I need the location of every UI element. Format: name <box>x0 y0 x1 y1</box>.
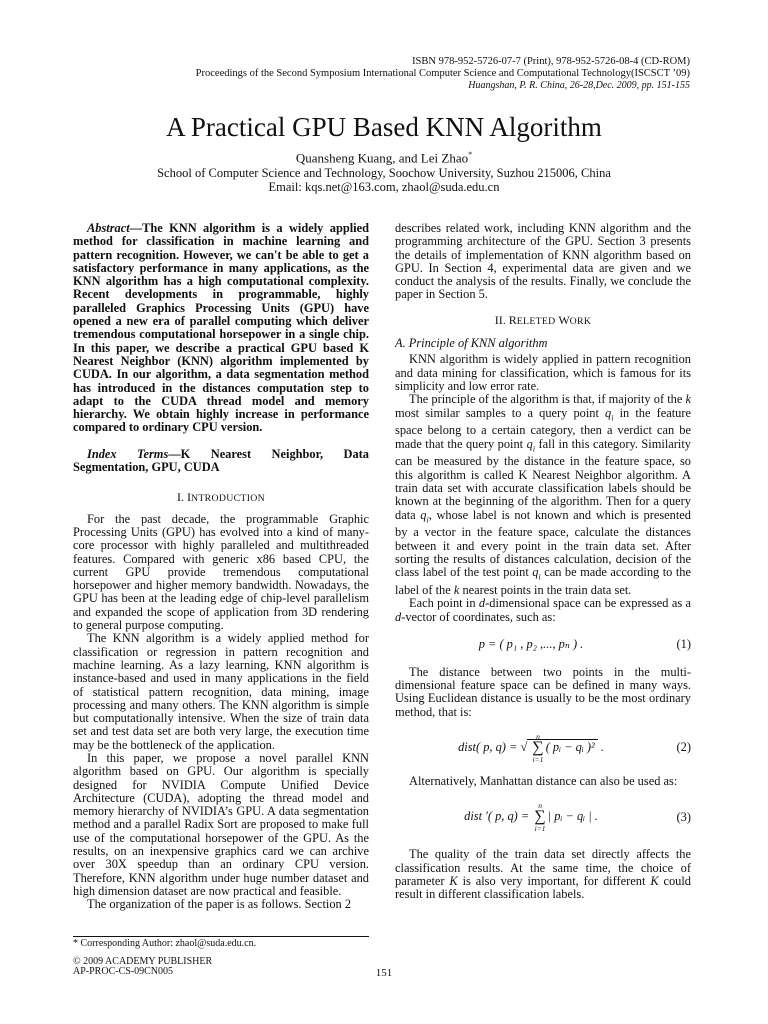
index-terms-dash: — <box>168 446 181 461</box>
equation-1 <box>395 630 691 660</box>
intro-paragraph-2: The KNN algorithm is a widely applied method for classification or regression in pattern recognition and machine learning. As a lazy learning, KNN algorithm is instance-based and used in many applications in the field of statistical pattern recognition, data mining, image processing and many others. The KNN algorithm is simple but computationally intensive. When the size of train data set and test data set are both very large, the execution time may be the bottleneck of the application. <box>73 631 369 752</box>
proceedings-code: AP-PROC-CS-09CN005 <box>73 966 174 977</box>
abstract-label: Abstract <box>87 221 130 235</box>
author-names: Quansheng Kuang, and Lei Zhao <box>295 150 469 166</box>
equation-3-number: (3) <box>676 809 691 824</box>
footnote: * Corresponding Author: zhaol@suda.edu.cn. <box>73 938 257 949</box>
subsection-a-heading: A. Principle of KNN algorithm <box>395 336 548 351</box>
section-2-num: II. <box>494 312 509 327</box>
section-1-num: I. <box>176 490 187 505</box>
knn-paragraph-6: The quality of the train data set directly affects the classification results. At the same time, the choice of parameter K is also very important, for different K could result in different classification labels. <box>395 847 691 902</box>
header-proceedings: Proceedings of the Second Symposium International Computer Science and Computational Technology(ISCSCT ’09) <box>195 68 690 79</box>
index-terms <box>73 448 369 475</box>
intro-paragraph-4: The organization of the paper is as follows. Section 2 <box>87 897 352 912</box>
author-mark: * <box>468 150 473 159</box>
header-location: Huangshan, P. R. China, 26-28,Dec. 2009, pp. 151-155 <box>468 80 690 91</box>
abstract-dash: — <box>129 221 143 235</box>
section-1-heading <box>73 491 369 505</box>
index-terms-label: Index Terms <box>87 446 169 461</box>
section-1-rest: NTRODUCTION <box>190 493 266 505</box>
section-2-cap: R <box>508 312 517 327</box>
abstract <box>73 222 369 435</box>
header-isbn: ISBN 978-952-5726-07-7 (Print), 978-952-5726-08-4 (CD-ROM) <box>412 56 690 67</box>
page-number: 151 <box>375 967 393 979</box>
left-column <box>73 222 369 912</box>
index-terms-text: K Nearest Neighbor, Data Segmentation, GPU, CUDA <box>73 446 369 475</box>
intro-paragraph-4-cont: describes related work, including KNN algorithm and the programming architecture of the GPU. Section 3 presents the details of implementation of KNN algorithm based on GPU. In Section 4, experimental data are given and we conduct the analysis of the results. Finally, we conclude the paper in Section 5. <box>395 221 691 302</box>
affiliation: School of Computer Science and Technology, Soochow University, Suzhou 215006, China <box>157 166 611 180</box>
knn-paragraph-4: The distance between two points in the multi-dimensional feature space can be defined in many ways. Using Euclidean distance is usually to be the most ordinary method, that is: <box>395 664 691 719</box>
equation-2 <box>395 727 691 769</box>
section-2-heading <box>395 314 691 328</box>
abstract-text: The KNN algorithm is a widely applied method for classification in machine learning and pattern recognition. However, we can't be able to get a satisfactory performance in many applications, as the KNN algorithm has a high computational complexity. Recent developments in programmable, highly paralleled Graphics Processing Units (GPU) have opened a new era of parallel computing which deliver tremendous computational horsepower in a single chip. In this paper, we describe a practical GPU based K Nearest Neighbor (KNN) algorithm implemented by CUDA. In our algorithm, a data segmentation method has introduced in the distances computation step to adapt to the CUDA thread model and memory hierarchy. We obtain highly increase in performance compared to ordinary CPU version. <box>73 221 369 435</box>
right-column <box>395 222 691 902</box>
section-2-cap2: W <box>558 312 570 327</box>
author-email: Email: kqs.net@163.com, zhaol@suda.edu.cn <box>268 180 500 194</box>
equation-2-body: dist( p, q) = √ n ∑ i=1 ( pᵢ − qᵢ )² . <box>458 732 604 765</box>
section-2-rest: ELETED <box>516 315 559 327</box>
knn-paragraph-3: Each point in d-dimensional space can be expressed as a d-vector of coordinates, such as: <box>395 596 691 624</box>
equation-1-body: p = ( p₁ , p₂ ,..., pₙ ) . <box>478 637 584 652</box>
footnote-rule <box>73 936 369 937</box>
equation-3 <box>395 796 691 838</box>
equation-3-body: dist ′( p, q) = n ∑ i=1 | pᵢ − qᵢ | . <box>464 801 598 834</box>
copyright: © 2009 ACADEMY PUBLISHER <box>73 956 213 967</box>
equation-2-number: (2) <box>676 740 691 755</box>
section-2-rest2: ORK <box>569 315 592 327</box>
paper-title: A Practical GPU Based KNN Algorithm <box>166 112 602 142</box>
intro-paragraph-1: For the past decade, the programmable Graphic Processing Units (GPU) has evolved into a kind of many-core processor with highly paralleled and multithreaded features. Compared with generic x86 based CPU, the current GPU provide tremendous computational horsepower and higher memory bandwidth. Nowadays, the GPU has been at the leading edge of chip-level parallelism and expanded the scope of application from 3D rendering to general purpose computing. <box>73 511 369 633</box>
equation-1-number: (1) <box>676 637 691 652</box>
knn-paragraph-1: KNN algorithm is widely applied in pattern recognition and data mining for classification, which is famous for its simplicity and low error rate. <box>395 352 691 393</box>
authors <box>0 150 768 166</box>
intro-paragraph-3: In this paper, we propose a novel parallel KNN algorithm based on GPU. Our algorithm is specially designed for NVIDIA Compute Unified Device Architecture (CUDA), adopting the thread model and memory hierarchy of NVIDIA’s GPU. A data segmentation method and a parallel Radix Sort are proposed to make full use of the computational horsepower of the GPU. As the results, on an inexpensive graphics card we can archive over 30X speedup than an ordinary CPU version. Therefore, KNN algorithm under huge number dataset and high dimension dataset are now practical and feasible. <box>73 750 369 898</box>
knn-paragraph-5: Alternatively, Manhattan distance can also be used as: <box>409 774 678 789</box>
knn-paragraph-2: The principle of the algorithm is that, if majority of the k most similar samples to a query point $q_i$ in the feature space belong to a certain category, then a verdict can be made that the query point $q_i$ fall in this category. Similarity can be measured by the distance in the feature space, so this algorithm is called K Nearest Neighbor algorithm. A train data set with accurate classification labels should be known at the beginning of the algorithm. Then for a query data $q_i$, whose label is not known and which is presented by a vector in the feature space, calculate the distances between it and every point in the train data set. After sorting the results of distances calculation, decision of the class label of the test point $q_i$ can be made according to the label of the k nearest points in the train data set. <box>395 392 692 597</box>
section-1-cap: I <box>186 490 191 505</box>
